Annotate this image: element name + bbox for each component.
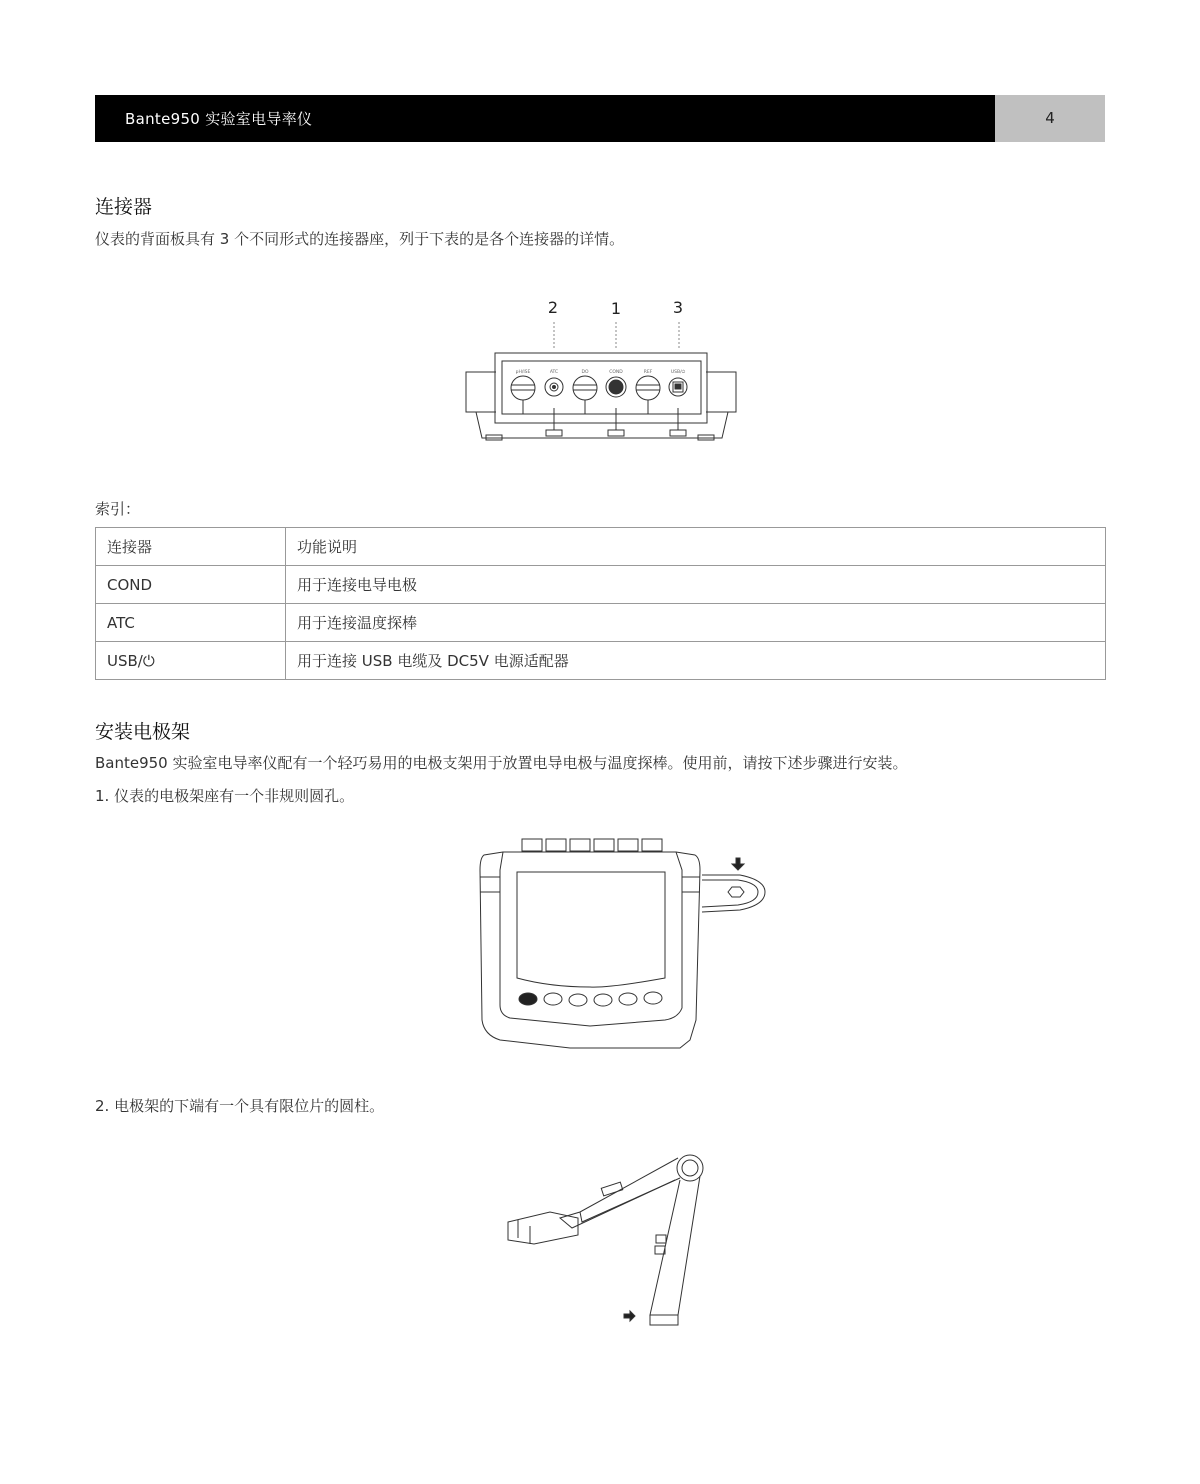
table-cell-function: 用于连接 USB 电缆及 DC5V 电源适配器 xyxy=(286,642,1106,680)
table-row xyxy=(96,642,1106,680)
svg-text:ATC: ATC xyxy=(549,370,559,375)
table-cell-function: 用于连接电导电极 xyxy=(286,566,1106,604)
svg-text:2: 2 xyxy=(547,298,559,317)
table-row xyxy=(96,566,1106,604)
page-number: 4 xyxy=(995,95,1105,142)
table-header-function: 功能说明 xyxy=(286,528,1106,566)
arrow-down-icon xyxy=(732,858,744,870)
svg-text:pH/ISE: pH/ISE xyxy=(515,370,531,375)
table-row xyxy=(96,604,1106,642)
table-cell-connector: USB/⏻ xyxy=(96,642,286,680)
holder-intro: Bante950 实验室电导率仪配有一个轻巧易用的电极支架用于放置电导电极与温度探棒。使用前，请按下述步骤进行安装。 xyxy=(95,754,908,772)
connector-table xyxy=(95,527,1106,680)
document-title: Bante950 实验室电导率仪 xyxy=(125,110,313,128)
index-label: 索引： xyxy=(95,500,141,518)
section-title-holder: 安装电极架 xyxy=(95,721,191,743)
arrow-right-icon xyxy=(624,1311,635,1321)
table-header-connector: 连接器 xyxy=(96,528,286,566)
svg-text:COND: COND xyxy=(609,370,623,375)
svg-text:3: 3 xyxy=(672,298,684,317)
step-2-text: 2. 电极架的下端有一个具有限位片的圆柱。 xyxy=(95,1097,385,1115)
table-cell-connector: ATC xyxy=(96,604,286,642)
svg-text:1: 1 xyxy=(610,299,622,318)
table-header-row xyxy=(96,528,1106,566)
connectors-intro: 仪表的背面板具有 3 个不同形式的连接器座，列于下表的是各个连接器的详情。 xyxy=(95,230,625,248)
electrode-holder-figure xyxy=(490,1140,720,1340)
svg-text:USB/⏻: USB/⏻ xyxy=(670,370,686,375)
table-cell-function: 用于连接温度探棒 xyxy=(286,604,1106,642)
page-header xyxy=(95,95,1105,142)
meter-front-figure xyxy=(470,830,780,1060)
rear-panel-figure xyxy=(460,290,750,450)
step-1-text: 1. 仪表的电极架座有一个非规则圆孔。 xyxy=(95,787,355,805)
svg-text:REF: REF xyxy=(643,370,653,375)
section-title-connectors: 连接器 xyxy=(95,196,153,218)
svg-text:DO: DO xyxy=(581,370,589,375)
table-cell-connector: COND xyxy=(96,566,286,604)
